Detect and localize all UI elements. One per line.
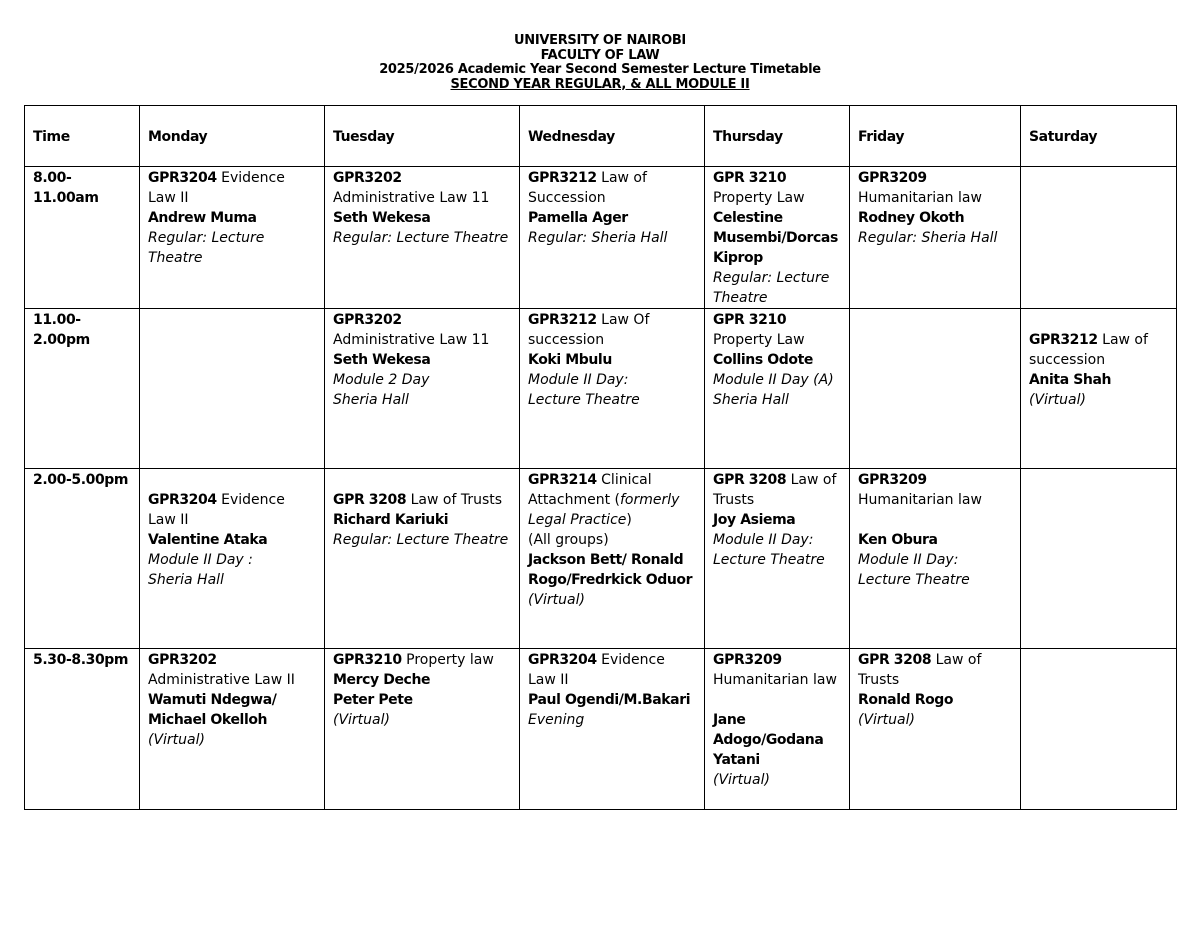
lecturer: Wamuti Ndegwa/ Michael Okelloh	[148, 692, 277, 728]
venue-location: Lecture Theatre	[528, 392, 640, 408]
time-slot	[25, 167, 140, 309]
class-cell	[705, 469, 850, 649]
course-title: Property law	[401, 652, 494, 668]
lecturer: Jane Adogo/Godana Yatani	[713, 712, 824, 768]
venue: Module 2 Day	[333, 372, 430, 388]
time-label: 11.00- 2.00pm	[33, 312, 90, 348]
header-row	[25, 106, 1177, 167]
group-note: (All groups)	[528, 532, 609, 548]
column-header-saturday: Saturday	[1021, 106, 1177, 167]
lecturer: Seth Wekesa	[333, 352, 431, 368]
venue: Regular: Lecture Theatre	[713, 270, 830, 306]
lecturer: Joy Asiema	[713, 512, 796, 528]
lecturer: Valentine Ataka	[148, 532, 268, 548]
course-code: GPR3209	[713, 652, 782, 668]
course-title: Law of Succession	[528, 170, 647, 206]
class-cell	[705, 649, 850, 810]
course-code: GPR3204	[528, 652, 597, 668]
lecturer-second: Peter Pete	[333, 692, 413, 708]
venue: (Virtual)	[858, 712, 915, 728]
document-header	[0, 34, 1200, 92]
column-header-friday: Friday	[850, 106, 1021, 167]
venue: Regular: Lecture Theatre	[333, 532, 509, 548]
venue: Regular: Sheria Hall	[528, 230, 668, 246]
lecturer: Rodney Okoth	[858, 210, 965, 226]
lecturer: Mercy Deche	[333, 672, 431, 688]
lecturer: Jackson Bett/ Ronald Rogo/Fredrkick Oduor	[528, 552, 693, 588]
venue: Regular: Lecture Theatre	[148, 230, 265, 266]
table-row	[25, 167, 1177, 309]
course-title: Evidence Law II	[528, 652, 665, 688]
table-row	[25, 309, 1177, 469]
venue-location: Sheria Hall	[148, 572, 224, 588]
venue-location: Lecture Theatre	[713, 552, 825, 568]
course-code: GPR3214	[528, 472, 597, 488]
class-cell	[520, 469, 705, 649]
venue: Module II Day:	[858, 552, 959, 568]
course-title: Humanitarian law	[713, 672, 837, 688]
course-title: Administrative Law 11	[333, 332, 490, 348]
course-title-former: formerly Legal Practice	[528, 492, 680, 528]
venue-location: Lecture Theatre	[858, 572, 970, 588]
class-cell	[850, 167, 1021, 309]
venue: Regular: Lecture Theatre	[333, 230, 509, 246]
course-title: Law of Trusts	[406, 492, 503, 508]
time-slot	[25, 309, 140, 469]
course-code: GPR 3208	[713, 472, 787, 488]
venue: Module II Day :	[148, 552, 253, 568]
course-code: GPR3210	[333, 652, 402, 668]
course-code: GPR3202	[333, 170, 402, 186]
column-header-monday: Monday	[140, 106, 325, 167]
course-code: GPR 3210	[713, 312, 787, 328]
venue: Module II Day:	[528, 372, 629, 388]
venue: (Virtual)	[1029, 392, 1086, 408]
class-cell	[325, 309, 520, 469]
class-cell	[520, 309, 705, 469]
class-cell	[140, 167, 325, 309]
course-code: GPR 3210	[713, 170, 787, 186]
column-header-thursday: Thursday	[705, 106, 850, 167]
class-cell	[850, 649, 1021, 810]
faculty-name: FACULTY OF LAW	[540, 47, 660, 63]
course-title: Administrative Law II	[148, 672, 295, 688]
course-title: Property Law	[713, 190, 805, 206]
course-code: GPR3212	[528, 170, 597, 186]
course-title: Administrative Law 11	[333, 190, 490, 206]
class-cell	[705, 309, 850, 469]
time-slot	[25, 469, 140, 649]
lecturer: Andrew Muma	[148, 210, 257, 226]
class-cell	[325, 649, 520, 810]
course-code: GPR3209	[858, 170, 927, 186]
venue: (Virtual)	[333, 712, 390, 728]
table-row	[25, 469, 1177, 649]
course-title: Law of succession	[1029, 332, 1148, 368]
course-code: GPR3202	[333, 312, 402, 328]
lecturer: Pamella Ager	[528, 210, 628, 226]
lecturer: Seth Wekesa	[333, 210, 431, 226]
class-cell	[325, 469, 520, 649]
timetable	[24, 105, 1177, 810]
table-row	[25, 649, 1177, 810]
column-header-tuesday: Tuesday	[325, 106, 520, 167]
class-cell	[520, 649, 705, 810]
course-code: GPR3212	[1029, 332, 1098, 348]
venue: (Virtual)	[148, 732, 205, 748]
course-title: Law Of succession	[528, 312, 650, 348]
time-label: 2.00-5.00pm	[33, 472, 129, 488]
course-title: Law of Trusts	[713, 472, 837, 508]
empty-cell	[1021, 649, 1177, 810]
venue-location: Sheria Hall	[713, 392, 789, 408]
course-code: GPR3202	[148, 652, 217, 668]
course-code: GPR 3208	[858, 652, 932, 668]
lecturer: Collins Odote	[713, 352, 813, 368]
venue: Regular: Sheria Hall	[858, 230, 998, 246]
empty-cell	[1021, 167, 1177, 309]
course-title: Evidence Law II	[148, 492, 285, 528]
lecturer: Ken Obura	[858, 532, 938, 548]
class-cell	[850, 469, 1021, 649]
lecturer: Paul Ogendi/M.Bakari	[528, 692, 691, 708]
class-cell	[705, 167, 850, 309]
course-code: GPR 3208	[333, 492, 407, 508]
timetable-subtitle: SECOND YEAR REGULAR, & ALL MODULE II	[450, 76, 750, 92]
course-code: GPR3209	[858, 472, 927, 488]
lecturer: Koki Mbulu	[528, 352, 612, 368]
course-title: Humanitarian law	[858, 190, 982, 206]
course-code: GPR3204	[148, 170, 217, 186]
class-cell	[140, 649, 325, 810]
course-title: Property Law	[713, 332, 805, 348]
course-title: Law of Trusts	[858, 652, 982, 688]
class-cell	[325, 167, 520, 309]
university-name: UNIVERSITY OF NAIROBI	[514, 33, 686, 48]
class-cell	[1021, 309, 1177, 469]
empty-cell	[1021, 469, 1177, 649]
lecturer: Celestine Musembi/Dorcas Kiprop	[713, 210, 838, 266]
course-code: GPR3212	[528, 312, 597, 328]
venue: Module II Day:	[713, 532, 814, 548]
venue: Evening	[528, 712, 585, 728]
empty-cell	[140, 309, 325, 469]
time-label: 8.00- 11.00am	[33, 170, 99, 206]
timetable-title: 2025/2026 Academic Year Second Semester Lecture Timetable	[379, 62, 821, 77]
class-cell	[520, 167, 705, 309]
course-title: Humanitarian law	[858, 492, 982, 508]
course-title: Clinical Attachment (	[528, 472, 652, 508]
venue: (Virtual)	[528, 592, 585, 608]
lecturer: Anita Shah	[1029, 372, 1112, 388]
course-title: Evidence Law II	[148, 170, 285, 206]
course-code: GPR3204	[148, 492, 217, 508]
empty-cell	[850, 309, 1021, 469]
class-cell	[140, 469, 325, 649]
lecturer: Richard Kariuki	[333, 512, 449, 528]
lecturer: Ronald Rogo	[858, 692, 954, 708]
column-header-wednesday: Wednesday	[520, 106, 705, 167]
time-slot	[25, 649, 140, 810]
venue: (Virtual)	[713, 772, 770, 788]
venue-location: Sheria Hall	[333, 392, 409, 408]
time-label: 5.30-8.30pm	[33, 652, 129, 668]
venue: Module II Day (A)	[713, 372, 834, 388]
course-title-end: )	[626, 512, 632, 528]
column-header-time: Time	[25, 106, 140, 167]
